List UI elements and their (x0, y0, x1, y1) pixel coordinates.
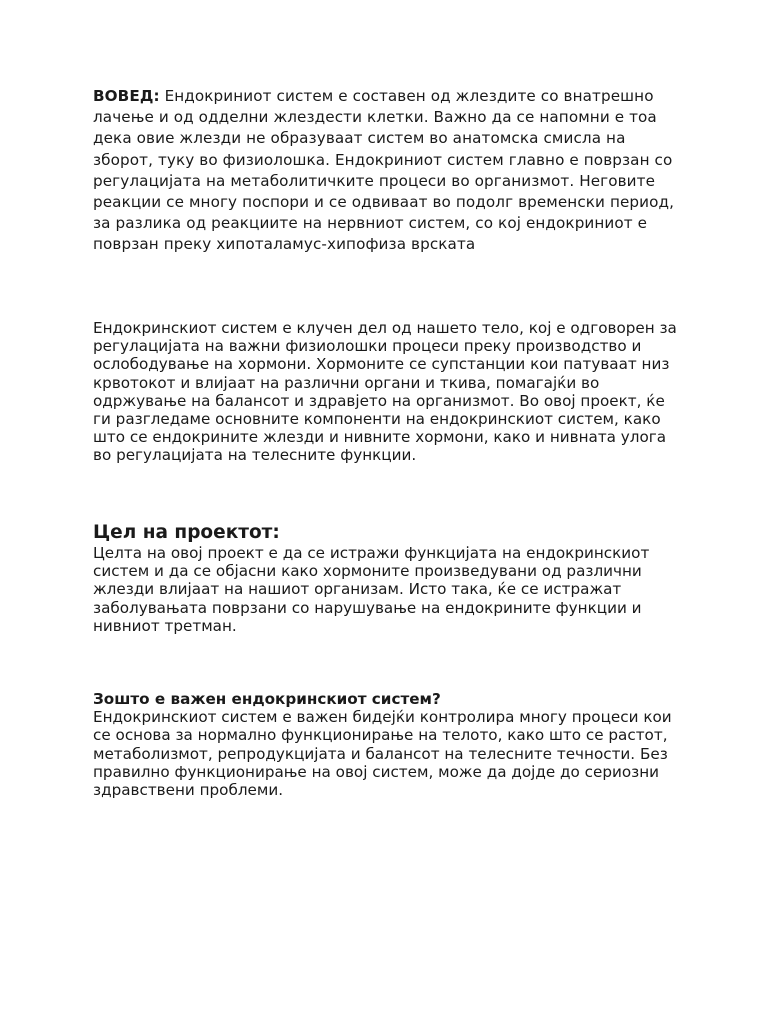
goal-section (93, 521, 683, 635)
why-paragraph: Ендокринскиот систем е важен бидејќи контролира многу процеси кои се основа за нормално функционирање на телото, како што се растот, метаболизмот, репродукцијата и балансот на телесните течности. Без правилно функционирање на овој систем, може да дојде до сериозни здравствени проблеми. (93, 708, 672, 800)
why-section (93, 690, 683, 799)
intro-text: Ендокриниот систем е составен од жлездите со внатрешно лачење и од одделни жлездести клетки. Важно да се напомни е тоа дека овие жлезди не образуваат систем во анатомска смисла на зборот, туку во физиолошка. Ендокриниот систем главно е поврзан со регулацијата на метаболитичките процеси во организмот. Неговите реакции се многу поспори и се одвиваат во подолг временски период, за разлика од реакциите на нервниот систем, со кој ендокриниот е поврзан преку хипоталамус-хипофиза врската (93, 87, 675, 254)
goal-heading: Цел на проектот: (93, 522, 280, 543)
intro-lead: ВОВЕД: (93, 87, 160, 105)
why-heading: Зошто е важен ендокринскиот систем? (93, 690, 441, 708)
overview-paragraph: Ендокринскиот систем е клучен дел од нашето тело, кој е одговорен за регулацијата на важни физиолошки процеси преку производство и ослободување на хормони. Хормоните се супстанции кои патуваат низ крвотокот и влијаат на различни органи и ткива, помагајќи во одржување на балансот и здравјето на организмот. Во овој проект, ќе ги разгледаме основните компоненти на ендокринскиот систем, како што се ендокрините жлезди и нивните хормони, како и нивната улога во регулацијата на телесните функции. (93, 319, 677, 465)
intro-paragraph (93, 86, 683, 256)
goal-paragraph: Целта на овој проект е да се истражи функцијата на ендокринскиот систем и да се објасни како хормоните произведувани од различни жлезди влијаат на нашиот организам. Исто така, ќе се истражат заболувањата поврзани со нарушување на ендокрините функции и нивниот третман. (93, 544, 650, 635)
